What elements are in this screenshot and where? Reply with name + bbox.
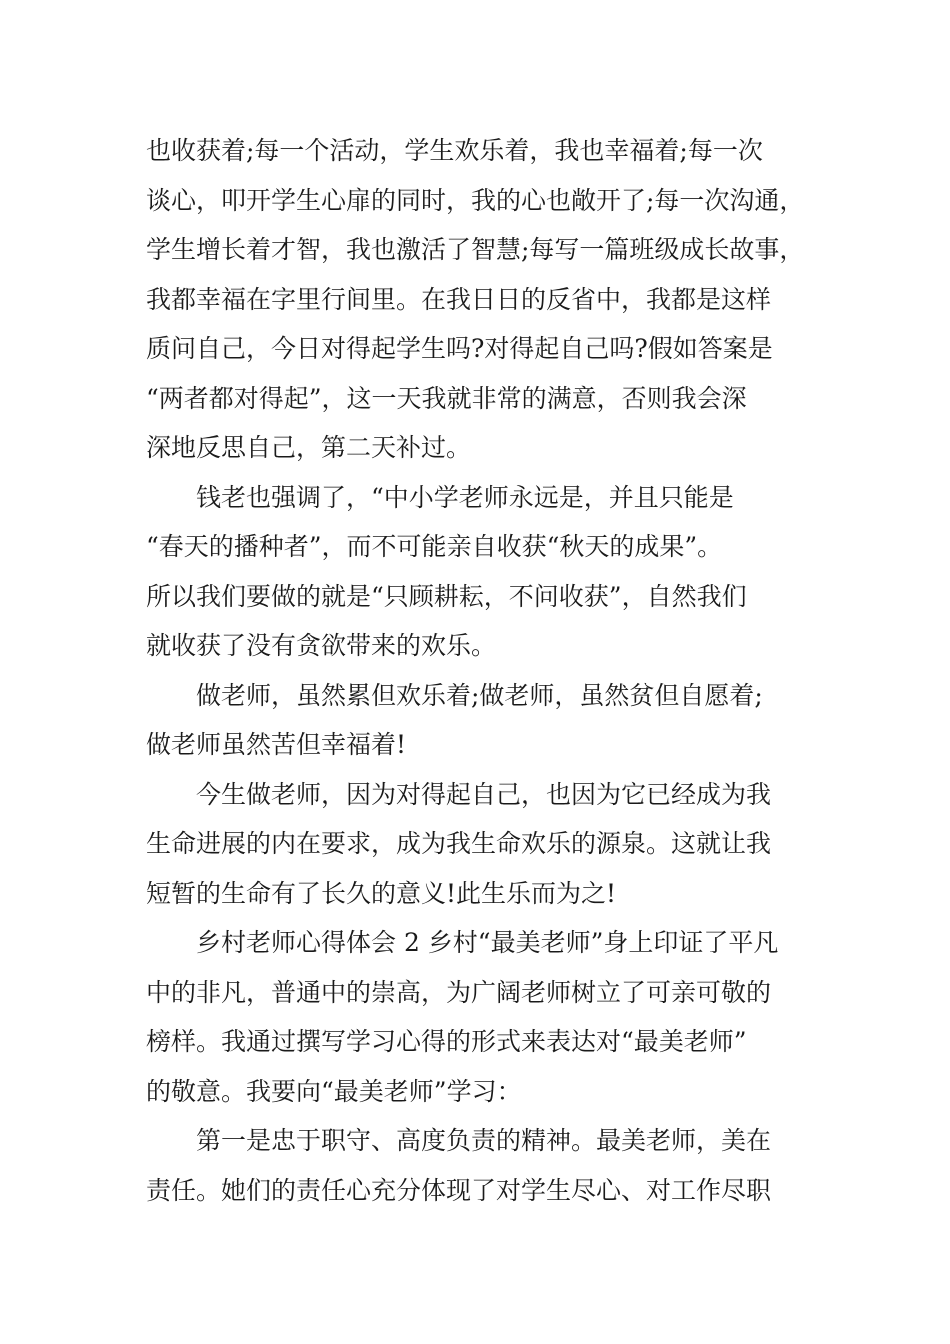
text-line: 所以我们要做的就是“只顾耕耘，不问收获”，自然我们 xyxy=(146,581,747,611)
text-line: 我都幸福在字里行间里。在我日日的反省中，我都是这样 xyxy=(146,284,772,314)
text-line: 也收获着;每一个活动，学生欢乐着，我也幸福着;每一次 xyxy=(146,136,763,165)
text-line: 责任。她们的责任心充分体现了对学生尽心、对工作尽职 xyxy=(146,1175,772,1205)
text-line: 的敬意。我要向“最美老师”学习： xyxy=(146,1076,522,1106)
text-line: 深地反思自己，第二天补过。 xyxy=(146,433,472,462)
text-line: “春天的播种者”，而不可能亲自收获“秋天的成果”。 xyxy=(146,532,723,561)
text-line: 就收获了没有贪欲带来的欢乐。 xyxy=(146,631,497,660)
text-line: 中的非凡，普通中的崇高，为广阔老师树立了可亲可敬的 xyxy=(146,977,772,1007)
text-line: 质问自己，今日对得起学生吗?对得起自己吗?假如答案是 xyxy=(146,334,773,363)
text-line: 生命进展的内在要求，成为我生命欢乐的源泉。这就让我 xyxy=(146,829,772,858)
text-line: 钱老也强调了，“中小学老师永远是，并且只能是 xyxy=(196,482,734,512)
text-line: 谈心，叩开学生心扉的同时，我的心也敞开了;每一次沟通， xyxy=(146,185,805,215)
text-line: 短暂的生命有了长久的意义!此生乐而为之! xyxy=(146,878,617,908)
document-body xyxy=(146,126,836,1215)
text-line: 今生做老师，因为对得起自己，也因为它已经成为我 xyxy=(196,779,772,809)
text-line: 榜样。我通过撰写学习心得的形式来表达对“最美老师” xyxy=(146,1027,747,1056)
text-line: 做老师虽然苦但幸福着! xyxy=(146,730,407,759)
text-line: 学生增长着才智，我也激活了智慧;每写一篇班级成长故事， xyxy=(146,235,805,264)
text-line: 第一是忠于职守、高度负责的精神。最美老师，美在 xyxy=(196,1126,772,1155)
text-line: 乡村老师心得体会 2 乡村“最美老师”身上印证了平凡 xyxy=(196,928,779,957)
text-line: 做老师，虽然累但欢乐着;做老师，虽然贫但自愿着; xyxy=(196,680,763,710)
text-line: “两者都对得起”，这一天我就非常的满意，否则我会深 xyxy=(146,383,747,413)
